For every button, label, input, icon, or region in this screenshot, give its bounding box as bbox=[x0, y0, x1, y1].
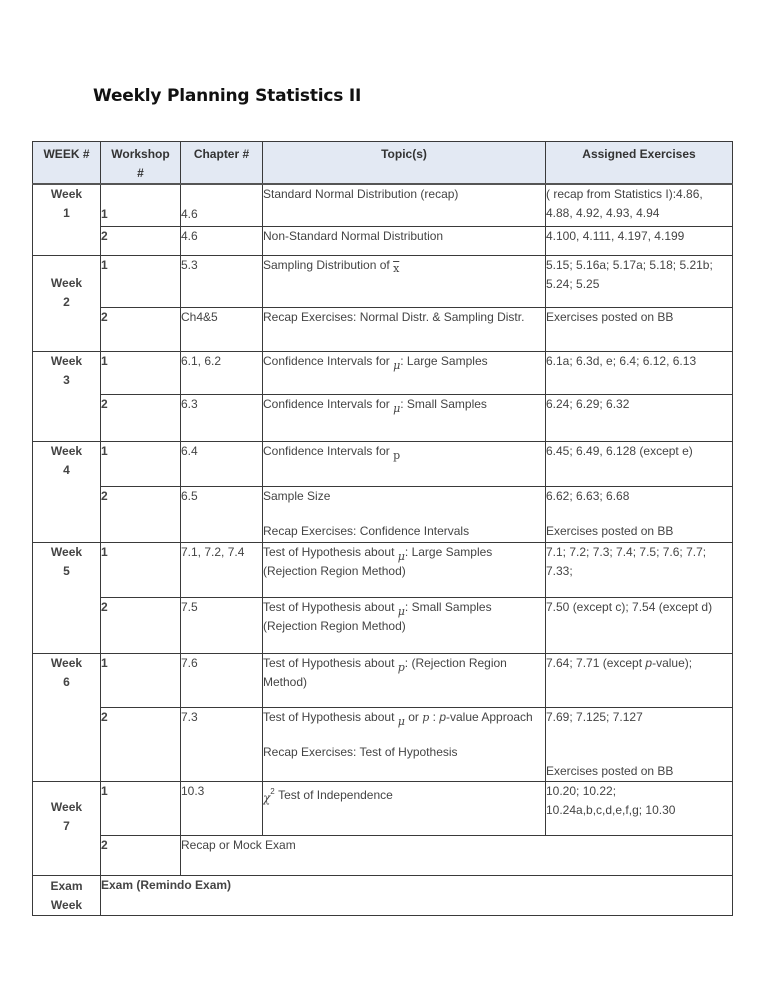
mu-symbol: μ bbox=[393, 401, 401, 415]
chapter-cell: 6.4 bbox=[181, 441, 263, 486]
exercises-cell: 6.24; 6.29; 6.32 bbox=[546, 394, 733, 441]
topic-cell bbox=[263, 597, 546, 653]
topic-cell: Standard Normal Distribution (recap) bbox=[263, 184, 546, 226]
exercises-cell: 7.1; 7.2; 7.3; 7.4; 7.5; 7.6; 7.7; 7.33; bbox=[546, 542, 733, 597]
spacer bbox=[263, 727, 545, 743]
chapter-cell: 7.6 bbox=[181, 653, 263, 707]
chapter-cell: 6.3 bbox=[181, 394, 263, 441]
week-label bbox=[33, 781, 101, 875]
workshop-number: 1 bbox=[101, 653, 181, 707]
chapter-cell: 10.3 bbox=[181, 781, 263, 835]
topic-text: Test of Hypothesis about bbox=[263, 544, 398, 559]
header-chapter: Chapter # bbox=[181, 142, 263, 185]
topic-extra-text: Recap Exercises: Test of Hypothesis bbox=[263, 744, 458, 759]
chi-symbol: χ bbox=[263, 790, 271, 805]
topic-cell bbox=[263, 781, 546, 835]
week-label-line2: 3 bbox=[63, 372, 70, 387]
topic-text: Confidence Intervals for bbox=[263, 396, 394, 411]
exercises-cell: 5.15; 5.16a; 5.17a; 5.18; 5.21b; 5.24; 5.25 bbox=[546, 255, 733, 307]
topic-cell bbox=[263, 441, 546, 486]
topic-text: Sampling Distribution of bbox=[263, 257, 394, 272]
page-title: Weekly Planning Statistics II bbox=[93, 86, 362, 106]
topic-text: Confidence Intervals for bbox=[263, 443, 394, 458]
merged-content-cell: Recap or Mock Exam bbox=[181, 835, 733, 875]
exercises-text: 7.64; 7.71 (except bbox=[546, 655, 646, 670]
workshop-number: 1 bbox=[101, 184, 181, 226]
week-label-line2: 7 bbox=[63, 818, 70, 833]
topic-text: : Small Samples bbox=[400, 396, 487, 411]
chapter-cell: 7.1, 7.2, 7.4 bbox=[181, 542, 263, 597]
week-label-line1: Week bbox=[50, 353, 83, 368]
table-row bbox=[33, 653, 733, 707]
topic-cell bbox=[263, 351, 546, 394]
workshop-number: 2 bbox=[101, 307, 181, 351]
mu-symbol: μ bbox=[397, 604, 405, 618]
workshop-number: 1 bbox=[101, 351, 181, 394]
exercises-cell bbox=[546, 653, 733, 707]
header-exercises: Assigned Exercises bbox=[546, 142, 733, 185]
topic-cell bbox=[263, 707, 546, 781]
week-label-line2: 4 bbox=[63, 462, 70, 477]
table-row bbox=[33, 441, 733, 486]
topic-text: Test of Independence bbox=[274, 787, 393, 802]
exercises-extra-text: Exercises posted on BB bbox=[546, 763, 674, 778]
exam-week-row bbox=[33, 875, 733, 915]
topic-text: : bbox=[429, 709, 440, 724]
week-label bbox=[33, 875, 101, 915]
week-label bbox=[33, 184, 101, 255]
week-label-line2: 5 bbox=[63, 563, 70, 578]
exercises-cell: 4.100, 4.111, 4.197, 4.199 bbox=[546, 226, 733, 255]
topic-italic-text: p bbox=[439, 709, 446, 724]
exercises-cell: 6.1a; 6.3d, e; 6.4; 6.12, 6.13 bbox=[546, 351, 733, 394]
topic-cell: Non-Standard Normal Distribution bbox=[263, 226, 546, 255]
week-label bbox=[33, 255, 101, 351]
chapter-cell: 4.6 bbox=[181, 184, 263, 226]
exercises-text: 10.20; 10.22; bbox=[546, 783, 617, 798]
exercises-cell: Exercises posted on BB bbox=[546, 307, 733, 351]
week-label-line2: 2 bbox=[63, 294, 70, 309]
workshop-number: 2 bbox=[101, 394, 181, 441]
week-label-line1: Exam bbox=[50, 878, 83, 893]
header-workshop bbox=[101, 142, 181, 185]
table-row bbox=[33, 394, 733, 441]
topic-text: : Small Samples (Rejection Region Method) bbox=[263, 599, 492, 633]
chapter-cell: 6.5 bbox=[181, 486, 263, 542]
topic-text: Test of Hypothesis about bbox=[263, 599, 398, 614]
header-week: WEEK # bbox=[33, 142, 101, 185]
chapter-cell: Ch4&5 bbox=[181, 307, 263, 351]
header-workshop-line1: Workshop bbox=[111, 147, 170, 161]
table-row bbox=[33, 707, 733, 781]
topic-cell bbox=[263, 542, 546, 597]
p-symbol: p bbox=[422, 710, 430, 724]
mu-symbol: μ bbox=[393, 358, 401, 372]
workshop-number: 1 bbox=[101, 255, 181, 307]
workshop-number: 2 bbox=[101, 226, 181, 255]
workshop-number: 1 bbox=[101, 781, 181, 835]
spacer bbox=[263, 506, 545, 522]
exercises-text: 7.69; 7.125; 7.127 bbox=[546, 709, 643, 724]
chapter-cell: 7.3 bbox=[181, 707, 263, 781]
exercises-cell bbox=[546, 707, 733, 781]
workshop-number: 1 bbox=[101, 441, 181, 486]
week-label-line1: Week bbox=[50, 544, 83, 559]
table-row bbox=[33, 835, 733, 875]
week-label-line2: Week bbox=[50, 897, 83, 912]
week-label bbox=[33, 441, 101, 542]
topic-text: : Large Samples (Rejection Region Method) bbox=[263, 544, 493, 578]
weekly-planning-table bbox=[32, 141, 733, 916]
header-workshop-line2: # bbox=[137, 166, 144, 180]
week-label bbox=[33, 351, 101, 441]
topic-cell bbox=[263, 486, 546, 542]
chapter-cell: 6.1, 6.2 bbox=[181, 351, 263, 394]
exercises-cell bbox=[546, 781, 733, 835]
workshop-number: 2 bbox=[101, 597, 181, 653]
table-row bbox=[33, 781, 733, 835]
chapter-cell: 5.3 bbox=[181, 255, 263, 307]
table-row bbox=[33, 542, 733, 597]
exercises-text: 6.62; 6.63; 6.68 bbox=[546, 488, 630, 503]
week-label bbox=[33, 542, 101, 653]
p-symbol: p bbox=[393, 448, 401, 462]
topic-extra-text: Recap Exercises: Confidence Intervals bbox=[263, 523, 470, 538]
exercises-italic-text: p bbox=[645, 655, 653, 670]
week-label-line2: 1 bbox=[63, 206, 70, 220]
chapter-cell: 7.5 bbox=[181, 597, 263, 653]
mu-symbol: μ bbox=[397, 549, 405, 563]
topic-text: : Large Samples bbox=[400, 353, 488, 368]
spacer bbox=[546, 727, 732, 762]
week-label bbox=[33, 653, 101, 781]
topic-cell bbox=[263, 394, 546, 441]
p-symbol: p bbox=[397, 660, 405, 674]
spacer bbox=[546, 506, 732, 522]
table-row bbox=[33, 307, 733, 351]
x-bar-symbol: $\overline{x}$ bbox=[393, 261, 400, 275]
week-label-line1: Week bbox=[50, 655, 83, 670]
table-row bbox=[33, 255, 733, 307]
topic-cell bbox=[263, 653, 546, 707]
topic-text: Confidence Intervals for bbox=[263, 353, 394, 368]
topic-text: : (Rejection Region Method) bbox=[263, 655, 507, 689]
mu-symbol: μ bbox=[397, 714, 405, 728]
topic-text: -value Approach bbox=[446, 709, 533, 724]
topic-text: or bbox=[404, 709, 423, 724]
table-header-row bbox=[33, 142, 733, 185]
exam-content-cell: Exam (Remindo Exam) bbox=[101, 875, 733, 915]
topic-text: Test of Hypothesis about bbox=[263, 655, 398, 670]
exercises-text: -value); bbox=[652, 655, 693, 670]
superscript-two: 2 bbox=[270, 786, 275, 796]
week-label-line1: Week bbox=[50, 187, 83, 201]
chapter-cell: 4.6 bbox=[181, 226, 263, 255]
workshop-number: 2 bbox=[101, 835, 181, 875]
workshop-number: 2 bbox=[101, 707, 181, 781]
topic-cell bbox=[263, 255, 546, 307]
table-row bbox=[33, 486, 733, 542]
header-topics: Topic(s) bbox=[263, 142, 546, 185]
workshop-number: 1 bbox=[101, 542, 181, 597]
table-row bbox=[33, 351, 733, 394]
exercises-text: 10.24a,b,c,d,e,f,g; 10.30 bbox=[546, 802, 676, 817]
week-label-line2: 6 bbox=[63, 674, 70, 689]
exercises-cell: 6.45; 6.49, 6.128 (except e) bbox=[546, 441, 733, 486]
week-label-line1: Week bbox=[50, 275, 83, 290]
topic-cell: Recap Exercises: Normal Distr. & Sampling Distr. bbox=[263, 307, 546, 351]
topic-text: Test of Hypothesis about bbox=[263, 709, 398, 724]
table-row bbox=[33, 226, 733, 255]
topic-text: Sample Size bbox=[263, 488, 331, 503]
workshop-number: 2 bbox=[101, 486, 181, 542]
table-row bbox=[33, 184, 733, 226]
week-label-line1: Week bbox=[50, 799, 83, 814]
exercises-cell bbox=[546, 486, 733, 542]
exercises-cell: ( recap from Statistics I):4.86, 4.88, 4.92, 4.93, 4.94 bbox=[546, 184, 733, 226]
table-row bbox=[33, 597, 733, 653]
exercises-cell: 7.50 (except c); 7.54 (except d) bbox=[546, 597, 733, 653]
week-label-line1: Week bbox=[50, 443, 83, 458]
exercises-extra-text: Exercises posted on BB bbox=[546, 523, 674, 538]
